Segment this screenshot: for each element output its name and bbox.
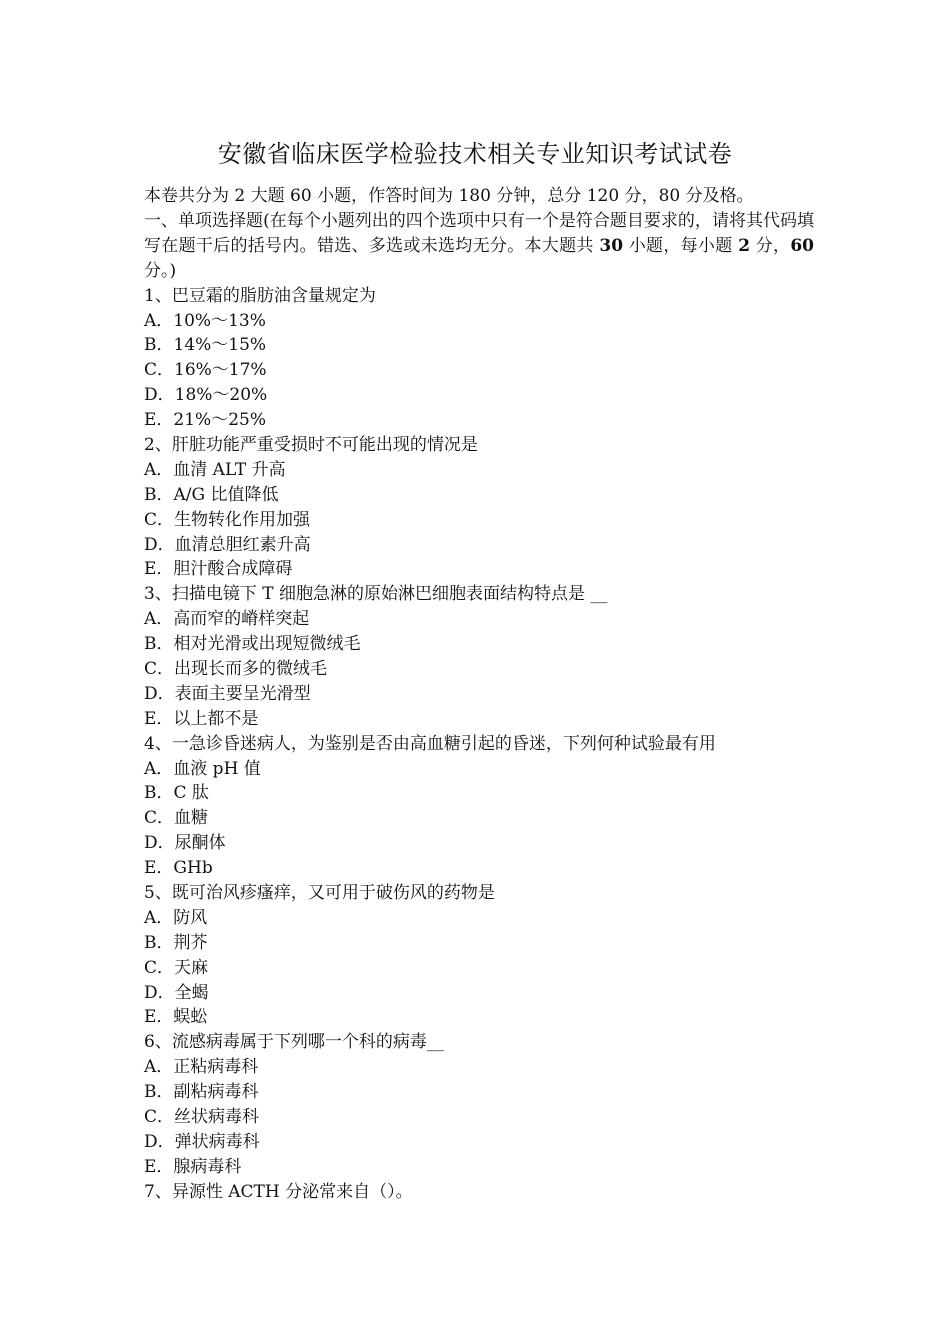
option-text: 以上都不是 (173, 708, 259, 729)
option-text: 血清 ALT 升高 (173, 459, 286, 480)
answer-option (144, 1080, 814, 1105)
question-stem: 6、流感病毒属于下列哪一个科的病毒__ (144, 1032, 444, 1053)
answer-option (144, 856, 814, 881)
option-text: 相对光滑或出现短微绒毛 (173, 634, 361, 655)
option-letter: B． (144, 783, 174, 804)
option-letter: C． (144, 360, 175, 381)
answer-option (144, 806, 814, 831)
option-text: 血液 pH 值 (173, 758, 261, 779)
answer-option (144, 657, 814, 682)
option-letter: E． (144, 559, 174, 580)
option-letter: D． (144, 1131, 175, 1152)
option-text: 出现长而多的微绒毛 (174, 658, 328, 679)
document-body (144, 184, 814, 1205)
question-stem: 5、既可治风疹瘙痒，又可用于破伤风的药物是 (144, 882, 495, 903)
option-text: 18%～20% (174, 385, 268, 406)
option-text: 14%～15% (173, 335, 267, 356)
option-letter: B． (144, 634, 174, 655)
option-text: 防风 (173, 907, 208, 928)
option-letter: B． (144, 335, 174, 356)
answer-option (144, 1005, 814, 1030)
answer-option (144, 458, 814, 483)
answer-option (144, 757, 814, 782)
option-letter: C． (144, 808, 175, 829)
answer-option (144, 781, 814, 806)
option-text: 弹状病毒科 (174, 1131, 260, 1152)
answer-option (144, 632, 814, 657)
answer-option (144, 557, 814, 582)
option-letter: E． (144, 708, 174, 729)
option-letter: A． (144, 310, 174, 331)
option-letter: D． (144, 982, 175, 1003)
option-letter: E． (144, 1156, 174, 1177)
question-stem: 7、异源性 ACTH 分泌常来自（）。 (144, 1181, 413, 1202)
option-text: 全蝎 (174, 982, 209, 1003)
option-letter: A． (144, 1057, 174, 1078)
option-text: GHb (173, 858, 213, 879)
answer-option (144, 309, 814, 334)
answer-option (144, 1055, 814, 1080)
option-text: 荆芥 (173, 932, 208, 953)
question-stem: 4、一急诊昏迷病人，为鉴别是否由高血糖引起的昏迷，下列何种试验最有用 (144, 733, 716, 754)
answer-option (144, 906, 814, 931)
option-letter: C． (144, 957, 175, 978)
answer-option (144, 408, 814, 433)
option-text: 21%～25% (173, 410, 266, 431)
option-text: 蜈蚣 (173, 1007, 208, 1028)
option-text: 丝状病毒科 (174, 1107, 260, 1127)
answer-option (144, 358, 814, 383)
option-text: 天麻 (174, 957, 209, 978)
section-total-points: 60 (790, 235, 815, 256)
answer-option (144, 931, 814, 956)
option-letter: E． (144, 410, 174, 431)
option-letter: A． (144, 907, 174, 928)
option-letter: E． (144, 858, 174, 879)
option-text: 正粘病毒科 (173, 1057, 259, 1078)
answer-option (144, 1130, 814, 1155)
option-letter: B． (144, 1082, 174, 1103)
option-text: 10%～13% (173, 310, 266, 331)
title-text: 安徽省临床医学检验技术相关专业知识考试试卷 (217, 140, 733, 168)
option-letter: A． (144, 758, 174, 779)
option-letter: D． (144, 683, 175, 704)
option-letter: C． (144, 1107, 175, 1127)
answer-option (144, 1105, 814, 1130)
option-text: 血清总胆红素升高 (174, 534, 311, 555)
option-text: 腺病毒科 (173, 1156, 242, 1177)
option-letter: B． (144, 484, 174, 505)
option-text: 副粘病毒科 (173, 1082, 259, 1103)
answer-option (144, 831, 814, 856)
section-mid2: 分， (750, 235, 791, 256)
answer-option (144, 607, 814, 632)
section-instructions (144, 209, 814, 284)
option-text: 血糖 (174, 808, 209, 829)
answer-option (144, 333, 814, 358)
option-text: 16%～17% (174, 360, 267, 381)
option-text: A/G 比值降低 (173, 484, 279, 505)
option-text: C 肽 (173, 783, 209, 804)
section-tail: 分。) (144, 260, 177, 281)
question-list (144, 284, 814, 1205)
question-stem: 3、扫描电镜下 T 细胞急淋的原始淋巴细胞表面结构特点是 __ (144, 584, 608, 605)
option-letter: A． (144, 459, 174, 480)
answer-option (144, 682, 814, 707)
section-lead: 一、单项选择题(在每个小题列出的四个选项中只有一个是符合题目要求的，请将其代码填写在题干后的括号内。错选、多选或未选均无分。本大题共 (144, 210, 814, 256)
option-letter: D． (144, 534, 175, 555)
question-stem: 1、巴豆霜的脂肪油含量规定为 (144, 285, 376, 306)
section-mid1: 小题，每小题 (623, 235, 739, 256)
document-title (0, 138, 950, 170)
answer-option (144, 1155, 814, 1180)
option-letter: D． (144, 385, 175, 406)
option-text: 生物转化作用加强 (174, 509, 311, 530)
exam-intro: 本卷共分为 2 大题 60 小题，作答时间为 180 分钟，总分 120 分，80 分及格。 (144, 186, 754, 206)
option-letter: C． (144, 658, 175, 679)
option-text: 胆汁酸合成障碍 (173, 559, 293, 580)
answer-option (144, 533, 814, 558)
section-points-each: 2 (738, 235, 751, 256)
answer-option (144, 383, 814, 408)
answer-option (144, 956, 814, 981)
answer-option (144, 483, 814, 508)
answer-option (144, 981, 814, 1006)
section-question-count: 30 (599, 235, 624, 256)
answer-option (144, 508, 814, 533)
option-letter: D． (144, 833, 175, 854)
option-letter: C． (144, 509, 175, 530)
option-text: 尿酮体 (174, 833, 226, 854)
option-text: 高而窄的嵴样突起 (173, 609, 310, 630)
option-letter: B． (144, 932, 174, 953)
option-letter: A． (144, 609, 174, 630)
option-text: 表面主要呈光滑型 (174, 683, 311, 704)
answer-option (144, 707, 814, 732)
option-letter: E． (144, 1007, 174, 1028)
question-stem: 2、肝脏功能严重受损时不可能出现的情况是 (144, 434, 478, 455)
